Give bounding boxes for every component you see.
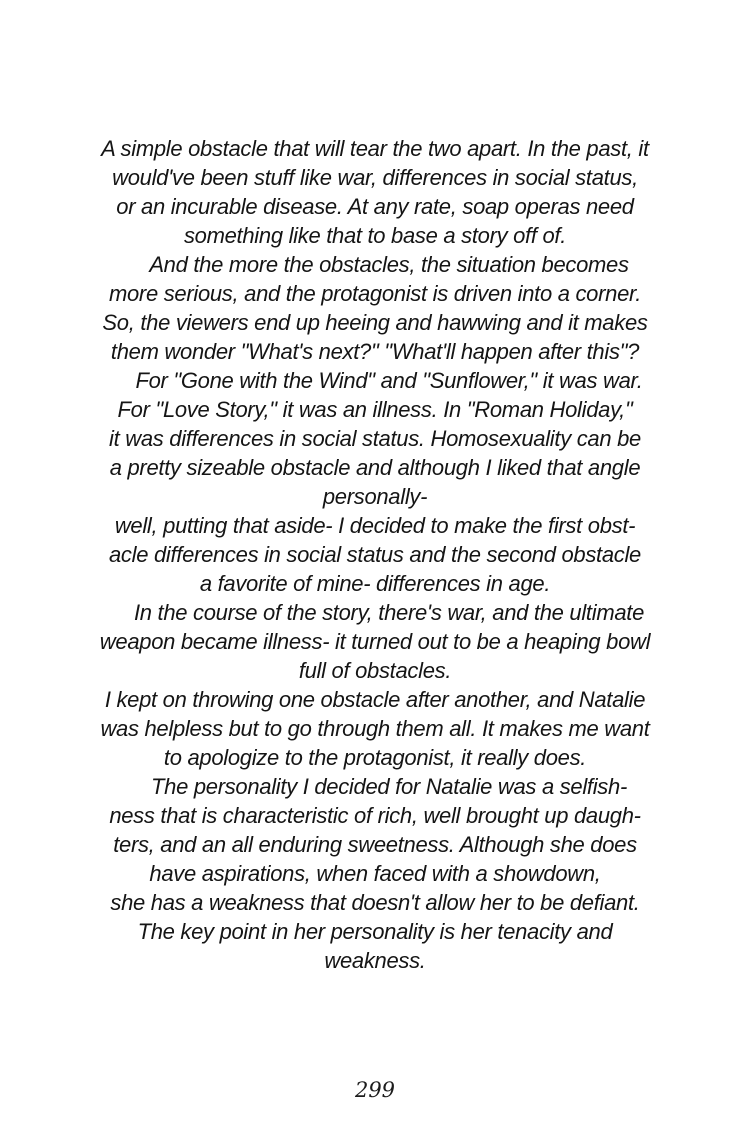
text-line: The key point in her personality is her tenacity and <box>137 919 613 944</box>
text-line: was helpless but to go through them all. It makes me want <box>100 716 650 741</box>
text-line: weapon became illness- it turned out to be a heaping bowl <box>99 629 651 654</box>
text-line: A simple obstacle that will tear the two apart. In the past, it <box>101 136 649 161</box>
text-line: well, putting that aside- I decided to make the first obst- <box>114 513 636 538</box>
text-line: And the more the obstacles, the situation becomes <box>149 252 629 277</box>
text-line: would've been stuff like war, differences in social status, <box>112 165 638 190</box>
text-line: she has a weakness that doesn't allow her to be defiant. <box>110 890 640 915</box>
page-number: 299 <box>354 1078 396 1102</box>
text-line: or an incurable disease. At any rate, soap operas need <box>116 194 634 219</box>
text-line: In the course of the story, there's war, and the ultimate <box>133 600 645 625</box>
text-line: them wonder "What's next?" "What'll happen after this"? <box>110 339 640 364</box>
body-text <box>38 134 712 975</box>
text-line: acle differences in social status and the second obstacle <box>108 542 641 567</box>
text-line: ness that is characteristic of rich, well brought up daugh- <box>109 803 641 828</box>
text-line: a pretty sizeable obstacle and although I liked that angle <box>109 455 641 480</box>
text-line: to apologize to the protagonist, it really does. <box>163 745 587 770</box>
text-line: For "Gone with the Wind" and "Sunflower," it was war. <box>135 368 643 393</box>
text-line: it was differences in social status. Homosexuality can be <box>109 426 641 451</box>
text-line: something like that to base a story off of. <box>183 223 567 248</box>
text-line: full of obstacles. <box>298 658 452 683</box>
text-line: more serious, and the protagonist is driven into a corner. <box>108 281 642 306</box>
text-line: I kept on throwing one obstacle after another, and Natalie <box>104 687 646 712</box>
text-line: So, the viewers end up heeing and hawwing and it makes <box>102 310 648 335</box>
text-line: The personality I decided for Natalie was a selfish- <box>151 774 627 799</box>
text-line: personally- <box>322 484 428 509</box>
text-line: weakness. <box>324 948 426 973</box>
text-line: ters, and an all enduring sweetness. Although she does <box>113 832 637 857</box>
text-line: have aspirations, when faced with a showdown, <box>149 861 601 886</box>
text-line: a favorite of mine- differences in age. <box>199 571 551 596</box>
text-line: For "Love Story," it was an illness. In "Roman Holiday," <box>117 397 633 422</box>
